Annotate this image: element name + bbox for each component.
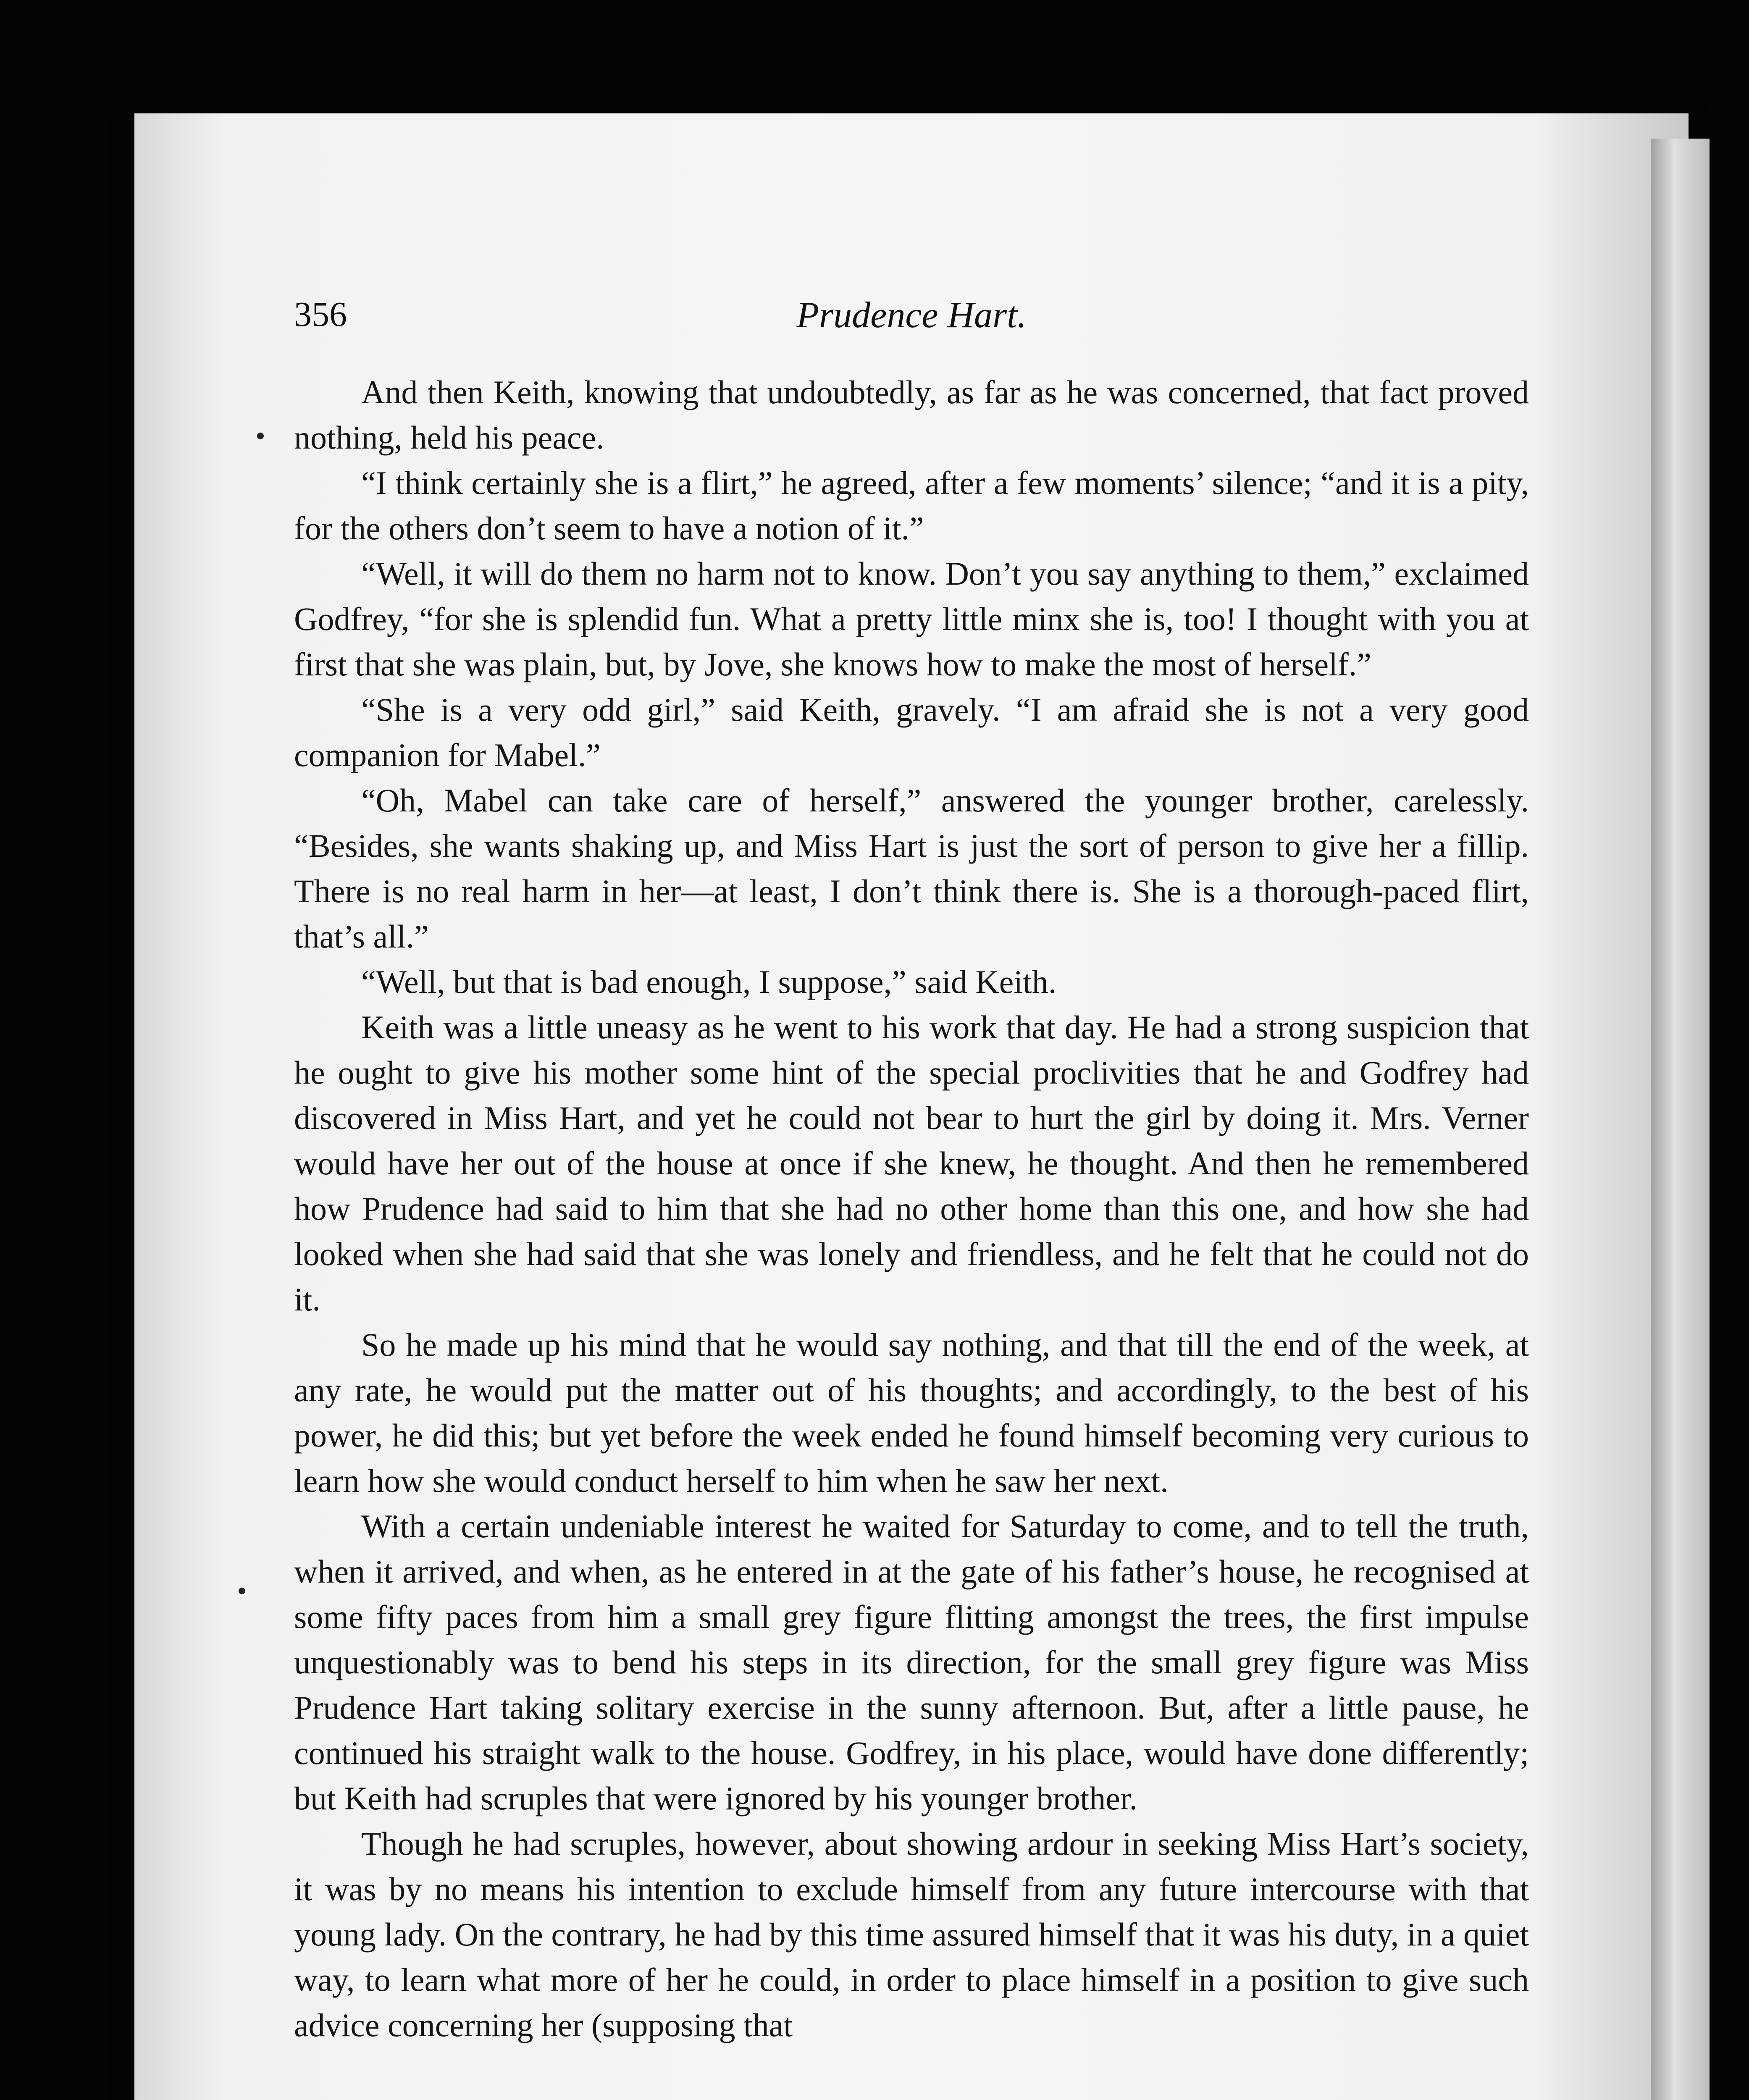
running-title: Prudence Hart.	[796, 295, 1027, 336]
paragraph: So he made up his mind that he would say nothing, and that till the end of the week, at any rate, he would put the matter out of his thoughts; and accordingly, to the best of his power, he did this; but yet before the week ended he found himself becoming very curious to learn how she would conduct herself to him when he saw her next.	[294, 1326, 1529, 1499]
text-block	[294, 294, 1529, 2048]
paragraph: Keith was a little uneasy as he went to his work that day. He had a strong suspicion that he ought to give his mother some hint of the special proclivities that he and Godfrey had discovered in Miss Hart, and yet he could not bear to hurt the girl by doing it. Mrs. Verner would have her out of the house at once if she knew, he thought. And then he remembered how Prudence had said to him that she had no other home than this one, and how she had looked when she had said that she was lonely and friendless, and he felt that he could not do it.	[294, 1009, 1529, 1318]
paragraph: Though he had scruples, however, about showing ardour in seeking Miss Hart’s society, it was by no means his intention to exclude himself from any future intercourse with that young lady. On the contrary, he had by this time assured himself that it was his duty, in a quiet way, to learn what more of her he could, in order to place himself in a position to give such advice concerning her (supposing that	[294, 1825, 1529, 2043]
paragraph: “Oh, Mabel can take care of herself,” answered the younger brother, carelessly. “Besides, she wants shaking up, and Miss Hart is just the sort of person to give her a fillip. There is no real harm in her—at least, I don’t think there is. She is a thorough-paced flirt, that’s all.”	[294, 782, 1529, 955]
paragraph: “She is a very odd girl,” said Keith, gravely. “I am afraid she is not a very good companion for Mabel.”	[294, 691, 1529, 773]
paragraph: “Well, it will do them no harm not to know. Don’t you say anything to them,” exclaimed Godfrey, “for she is splendid fun. What a pretty little minx she is, too! I thought with you at first that she was plain, but, by Jove, she knows how to make the most of herself.”	[294, 555, 1529, 682]
paragraph: “Well, but that is bad enough, I suppose,” said Keith.	[361, 963, 1057, 1000]
page-number: 356	[294, 295, 347, 334]
paragraph: “I think certainly she is a flirt,” he agreed, after a few moments’ silence; “and it is a pity, for the others don’t seem to have a notion of it.”	[294, 465, 1529, 546]
margin-mark	[257, 433, 264, 439]
margin-mark	[239, 1588, 245, 1594]
paragraph: With a certain undeniable interest he waited for Saturday to come, and to tell the truth, when it arrived, and when, as he entered in at the gate of his father’s house, he recognised at some fifty paces from him a small grey figure flitting amongst the trees, the first impulse unquestionably was to bend his steps in its direction, for the small grey figure was Miss Prudence Hart taking solitary exercise in the sunny afternoon. But, after a little pause, he continued his straight walk to the house. Godfrey, in his place, would have done differently; but Keith had scruples that were ignored by his younger brother.	[294, 1508, 1529, 1816]
page-edge	[1651, 139, 1710, 2100]
running-head	[294, 294, 1529, 344]
paragraph: And then Keith, knowing that undoubtedly, as far as he was concerned, that fact proved nothing, held his peace.	[294, 374, 1529, 456]
